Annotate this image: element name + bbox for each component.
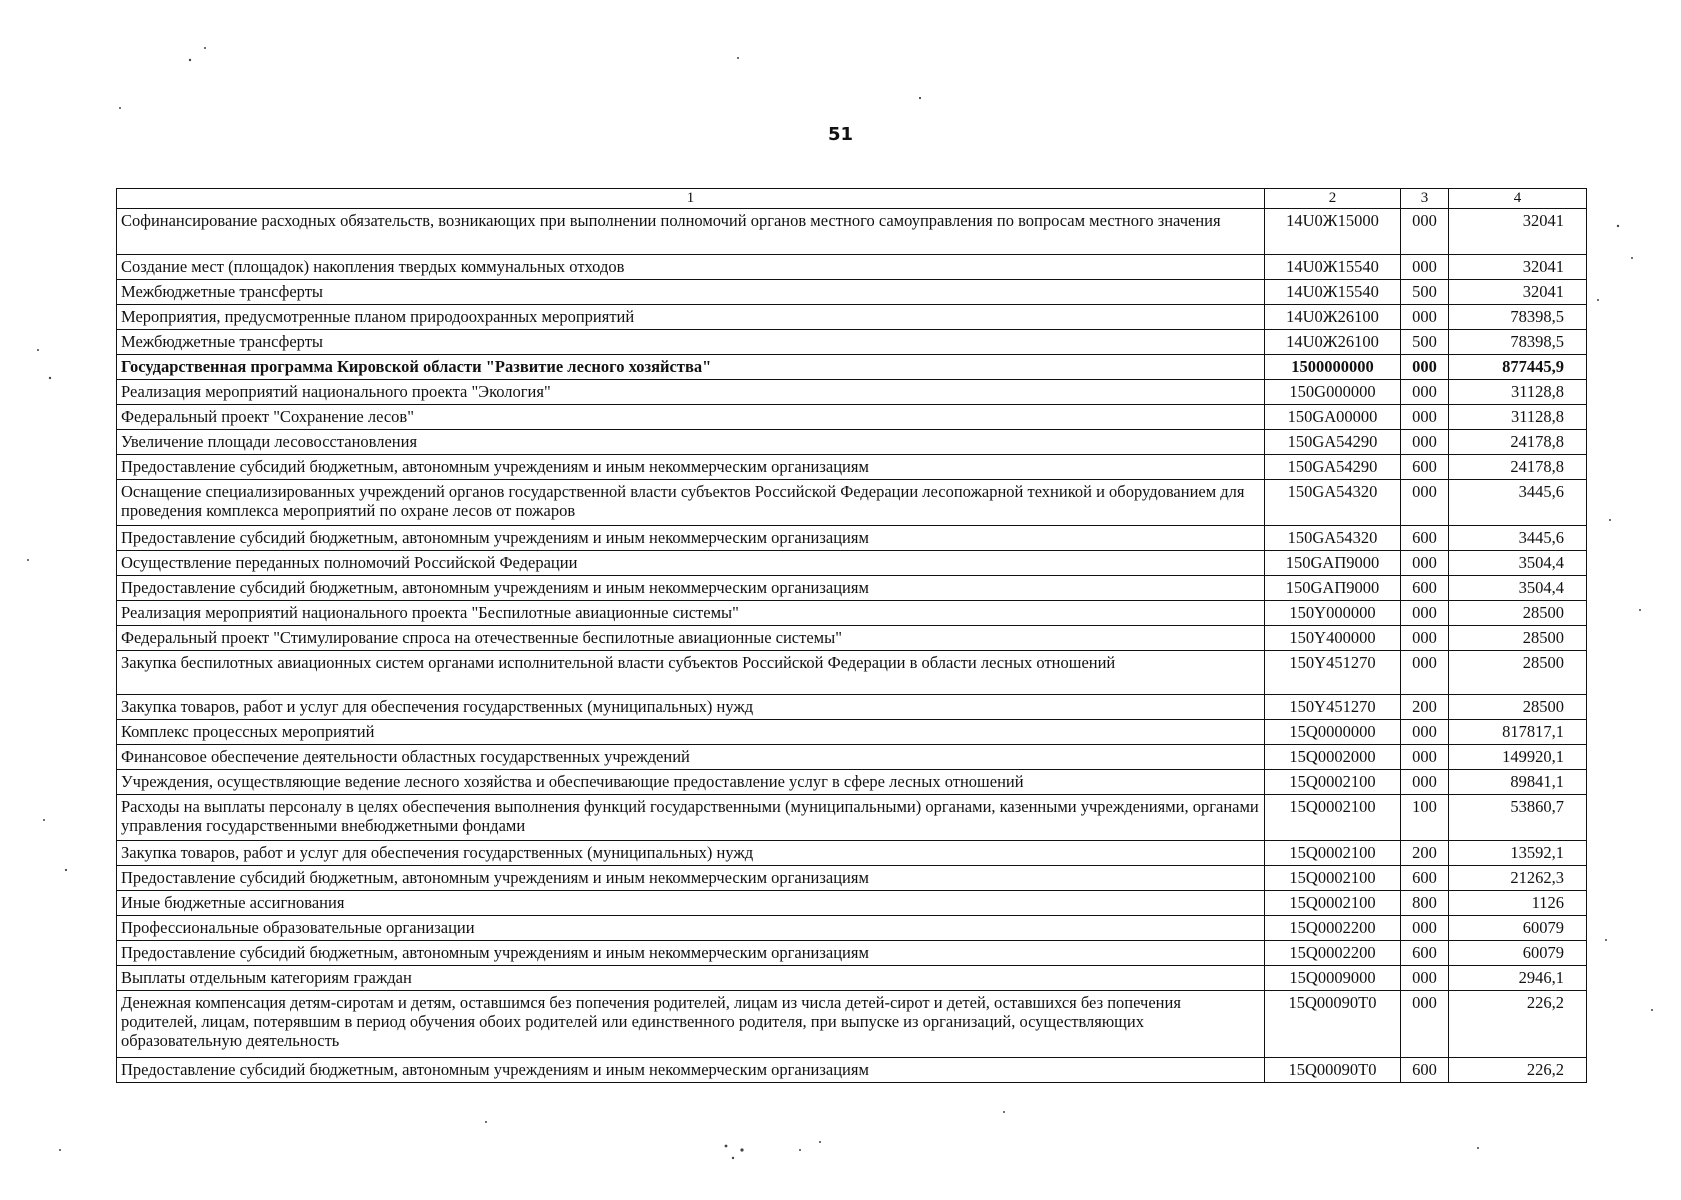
row-type-cell: 200 (1401, 841, 1449, 866)
row-name-cell: Предоставление субсидий бюджетным, автономным учреждениям и иным некоммерческим организациям (117, 1058, 1265, 1083)
row-name-cell: Иные бюджетные ассигнования (117, 891, 1265, 916)
row-code-cell: 150G000000 (1265, 380, 1401, 405)
table-row (117, 991, 1587, 1058)
row-name-cell: Денежная компенсация детям-сиротам и детям, оставшимся без попечения родителей, лицам из числа детей-сирот и детей, оставшихся без попечения родителей, лицам, потерявшим в период обучения обоих родителей или единственного родителя, при выпуске из организаций, осуществляющих образовательную деятельность (117, 991, 1265, 1058)
row-type-cell: 000 (1401, 430, 1449, 455)
row-type-cell: 600 (1401, 576, 1449, 601)
table-row (117, 866, 1587, 891)
row-code-cell: 15Q0002100 (1265, 795, 1401, 841)
row-code-cell: 14U0Ж26100 (1265, 330, 1401, 355)
row-type-cell: 600 (1401, 526, 1449, 551)
table-row (117, 841, 1587, 866)
table-row (117, 916, 1587, 941)
row-amount-cell: 28500 (1449, 626, 1587, 651)
row-amount-cell: 32041 (1449, 209, 1587, 255)
row-code-cell: 15Q0002100 (1265, 841, 1401, 866)
row-name-cell: Закупка беспилотных авиационных систем органами исполнительной власти субъектов Российской Федерации в области лесных отношений (117, 651, 1265, 695)
row-type-cell: 000 (1401, 720, 1449, 745)
row-name-cell: Федеральный проект "Сохранение лесов" (117, 405, 1265, 430)
table-row (117, 209, 1587, 255)
row-type-cell: 000 (1401, 991, 1449, 1058)
row-amount-cell: 31128,8 (1449, 380, 1587, 405)
row-code-cell: 150GA54320 (1265, 526, 1401, 551)
row-amount-cell: 60079 (1449, 916, 1587, 941)
row-code-cell: 150GAП9000 (1265, 551, 1401, 576)
table-header-row (117, 189, 1587, 209)
row-name-cell: Межбюджетные трансферты (117, 330, 1265, 355)
row-type-cell: 600 (1401, 866, 1449, 891)
table-row (117, 1058, 1587, 1083)
row-name-cell: Предоставление субсидий бюджетным, автономным учреждениям и иным некоммерческим организациям (117, 455, 1265, 480)
row-code-cell: 150GAП9000 (1265, 576, 1401, 601)
row-type-cell: 500 (1401, 280, 1449, 305)
row-amount-cell: 78398,5 (1449, 305, 1587, 330)
row-name-cell: Создание мест (площадок) накопления твердых коммунальных отходов (117, 255, 1265, 280)
row-code-cell: 15Q0009000 (1265, 966, 1401, 991)
table-row (117, 480, 1587, 526)
row-amount-cell: 60079 (1449, 941, 1587, 966)
row-type-cell: 000 (1401, 745, 1449, 770)
row-amount-cell: 3445,6 (1449, 480, 1587, 526)
row-name-cell: Оснащение специализированных учреждений органов государственной власти субъектов Российской Федерации лесопожарной техникой и оборудованием для проведения комплекса мероприятий по охране лесов от пожаров (117, 480, 1265, 526)
table-row (117, 770, 1587, 795)
table-row (117, 330, 1587, 355)
table-row (117, 745, 1587, 770)
row-code-cell: 14U0Ж15000 (1265, 209, 1401, 255)
row-name-cell: Межбюджетные трансферты (117, 280, 1265, 305)
row-name-cell: Учреждения, осуществляющие ведение лесного хозяйства и обеспечивающие предоставление услуг в сфере лесных отношений (117, 770, 1265, 795)
row-code-cell: 15Q0002100 (1265, 770, 1401, 795)
table-row (117, 576, 1587, 601)
row-amount-cell: 877445,9 (1449, 355, 1587, 380)
row-type-cell: 600 (1401, 455, 1449, 480)
row-amount-cell: 3504,4 (1449, 551, 1587, 576)
row-type-cell: 000 (1401, 480, 1449, 526)
row-name-cell: Профессиональные образовательные организации (117, 916, 1265, 941)
table-row (117, 601, 1587, 626)
column-header-name: 1 (117, 189, 1265, 209)
table-row (117, 966, 1587, 991)
row-amount-cell: 32041 (1449, 280, 1587, 305)
row-code-cell: 150GA54320 (1265, 480, 1401, 526)
row-code-cell: 15Q0002200 (1265, 941, 1401, 966)
row-code-cell: 15Q0002200 (1265, 916, 1401, 941)
row-amount-cell: 817817,1 (1449, 720, 1587, 745)
page-number: 51 (827, 124, 854, 145)
row-code-cell: 14U0Ж15540 (1265, 255, 1401, 280)
row-amount-cell: 28500 (1449, 601, 1587, 626)
row-type-cell: 200 (1401, 695, 1449, 720)
row-name-cell: Закупка товаров, работ и услуг для обеспечения государственных (муниципальных) нужд (117, 695, 1265, 720)
row-name-cell: Реализация мероприятий национального проекта "Беспилотные авиационные системы" (117, 601, 1265, 626)
row-name-cell: Предоставление субсидий бюджетным, автономным учреждениям и иным некоммерческим организациям (117, 526, 1265, 551)
budget-table (116, 188, 1587, 1083)
row-name-cell: Федеральный проект "Стимулирование спроса на отечественные беспилотные авиационные системы" (117, 626, 1265, 651)
row-code-cell: 14U0Ж15540 (1265, 280, 1401, 305)
row-amount-cell: 78398,5 (1449, 330, 1587, 355)
row-type-cell: 500 (1401, 330, 1449, 355)
row-code-cell: 15Q0002000 (1265, 745, 1401, 770)
row-code-cell: 150Y000000 (1265, 601, 1401, 626)
table-row (117, 795, 1587, 841)
row-name-cell: Предоставление субсидий бюджетным, автономным учреждениям и иным некоммерческим организациям (117, 941, 1265, 966)
row-amount-cell: 53860,7 (1449, 795, 1587, 841)
row-type-cell: 000 (1401, 255, 1449, 280)
row-name-cell: Государственная программа Кировской области "Развитие лесного хозяйства" (117, 355, 1265, 380)
row-name-cell: Выплаты отдельным категориям граждан (117, 966, 1265, 991)
row-amount-cell: 32041 (1449, 255, 1587, 280)
row-amount-cell: 13592,1 (1449, 841, 1587, 866)
table-row (117, 626, 1587, 651)
table-row (117, 405, 1587, 430)
table-row (117, 255, 1587, 280)
table-row (117, 430, 1587, 455)
row-amount-cell: 31128,8 (1449, 405, 1587, 430)
row-code-cell: 150Y451270 (1265, 695, 1401, 720)
table-row (117, 455, 1587, 480)
row-amount-cell: 2946,1 (1449, 966, 1587, 991)
row-amount-cell: 28500 (1449, 651, 1587, 695)
row-amount-cell: 149920,1 (1449, 745, 1587, 770)
row-amount-cell: 226,2 (1449, 991, 1587, 1058)
row-code-cell: 150GA54290 (1265, 430, 1401, 455)
row-name-cell: Финансовое обеспечение деятельности областных государственных учреждений (117, 745, 1265, 770)
row-code-cell: 1500000000 (1265, 355, 1401, 380)
row-type-cell: 000 (1401, 916, 1449, 941)
table-row (117, 380, 1587, 405)
row-type-cell: 000 (1401, 601, 1449, 626)
row-type-cell: 600 (1401, 941, 1449, 966)
column-header-amount: 4 (1449, 189, 1587, 209)
row-type-cell: 000 (1401, 551, 1449, 576)
row-type-cell: 000 (1401, 209, 1449, 255)
row-code-cell: 150GA54290 (1265, 455, 1401, 480)
table-row (117, 941, 1587, 966)
row-amount-cell: 3445,6 (1449, 526, 1587, 551)
row-name-cell: Предоставление субсидий бюджетным, автономным учреждениям и иным некоммерческим организациям (117, 576, 1265, 601)
row-name-cell: Комплекс процессных мероприятий (117, 720, 1265, 745)
table-row (117, 355, 1587, 380)
row-code-cell: 150Y400000 (1265, 626, 1401, 651)
row-type-cell: 100 (1401, 795, 1449, 841)
row-amount-cell: 226,2 (1449, 1058, 1587, 1083)
row-name-cell: Реализация мероприятий национального проекта "Экология" (117, 380, 1265, 405)
row-type-cell: 000 (1401, 380, 1449, 405)
row-type-cell: 000 (1401, 305, 1449, 330)
row-code-cell: 15Q0000000 (1265, 720, 1401, 745)
row-code-cell: 15Q00090T0 (1265, 991, 1401, 1058)
row-amount-cell: 24178,8 (1449, 430, 1587, 455)
row-amount-cell: 28500 (1449, 695, 1587, 720)
row-type-cell: 000 (1401, 405, 1449, 430)
table-row (117, 280, 1587, 305)
row-name-cell: Закупка товаров, работ и услуг для обеспечения государственных (муниципальных) нужд (117, 841, 1265, 866)
row-code-cell: 15Q00090T0 (1265, 1058, 1401, 1083)
table-row (117, 305, 1587, 330)
row-amount-cell: 21262,3 (1449, 866, 1587, 891)
row-code-cell: 14U0Ж26100 (1265, 305, 1401, 330)
row-code-cell: 150GA00000 (1265, 405, 1401, 430)
row-name-cell: Увеличение площади лесовосстановления (117, 430, 1265, 455)
row-type-cell: 000 (1401, 651, 1449, 695)
row-name-cell: Предоставление субсидий бюджетным, автономным учреждениям и иным некоммерческим организациям (117, 866, 1265, 891)
row-name-cell: Осуществление переданных полномочий Российской Федерации (117, 551, 1265, 576)
row-type-cell: 000 (1401, 626, 1449, 651)
row-name-cell: Софинансирование расходных обязательств, возникающих при выполнении полномочий органов местного самоуправления по вопросам местного значения (117, 209, 1265, 255)
row-type-cell: 000 (1401, 355, 1449, 380)
row-amount-cell: 1126 (1449, 891, 1587, 916)
table-row (117, 720, 1587, 745)
table-body (117, 209, 1587, 1083)
table-row (117, 651, 1587, 695)
table-row (117, 891, 1587, 916)
column-header-type: 3 (1401, 189, 1449, 209)
row-type-cell: 800 (1401, 891, 1449, 916)
column-header-code: 2 (1265, 189, 1401, 209)
row-code-cell: 150Y451270 (1265, 651, 1401, 695)
row-name-cell: Мероприятия, предусмотренные планом природоохранных мероприятий (117, 305, 1265, 330)
row-code-cell: 15Q0002100 (1265, 891, 1401, 916)
row-amount-cell: 3504,4 (1449, 576, 1587, 601)
table-row (117, 526, 1587, 551)
row-type-cell: 000 (1401, 770, 1449, 795)
table-row (117, 695, 1587, 720)
row-type-cell: 000 (1401, 966, 1449, 991)
row-amount-cell: 24178,8 (1449, 455, 1587, 480)
table-row (117, 551, 1587, 576)
row-name-cell: Расходы на выплаты персоналу в целях обеспечения выполнения функций государственными (муниципальными) органами, казенными учреждениями, органами управления государственными внебюджетными фондами (117, 795, 1265, 841)
row-type-cell: 600 (1401, 1058, 1449, 1083)
row-code-cell: 15Q0002100 (1265, 866, 1401, 891)
row-amount-cell: 89841,1 (1449, 770, 1587, 795)
